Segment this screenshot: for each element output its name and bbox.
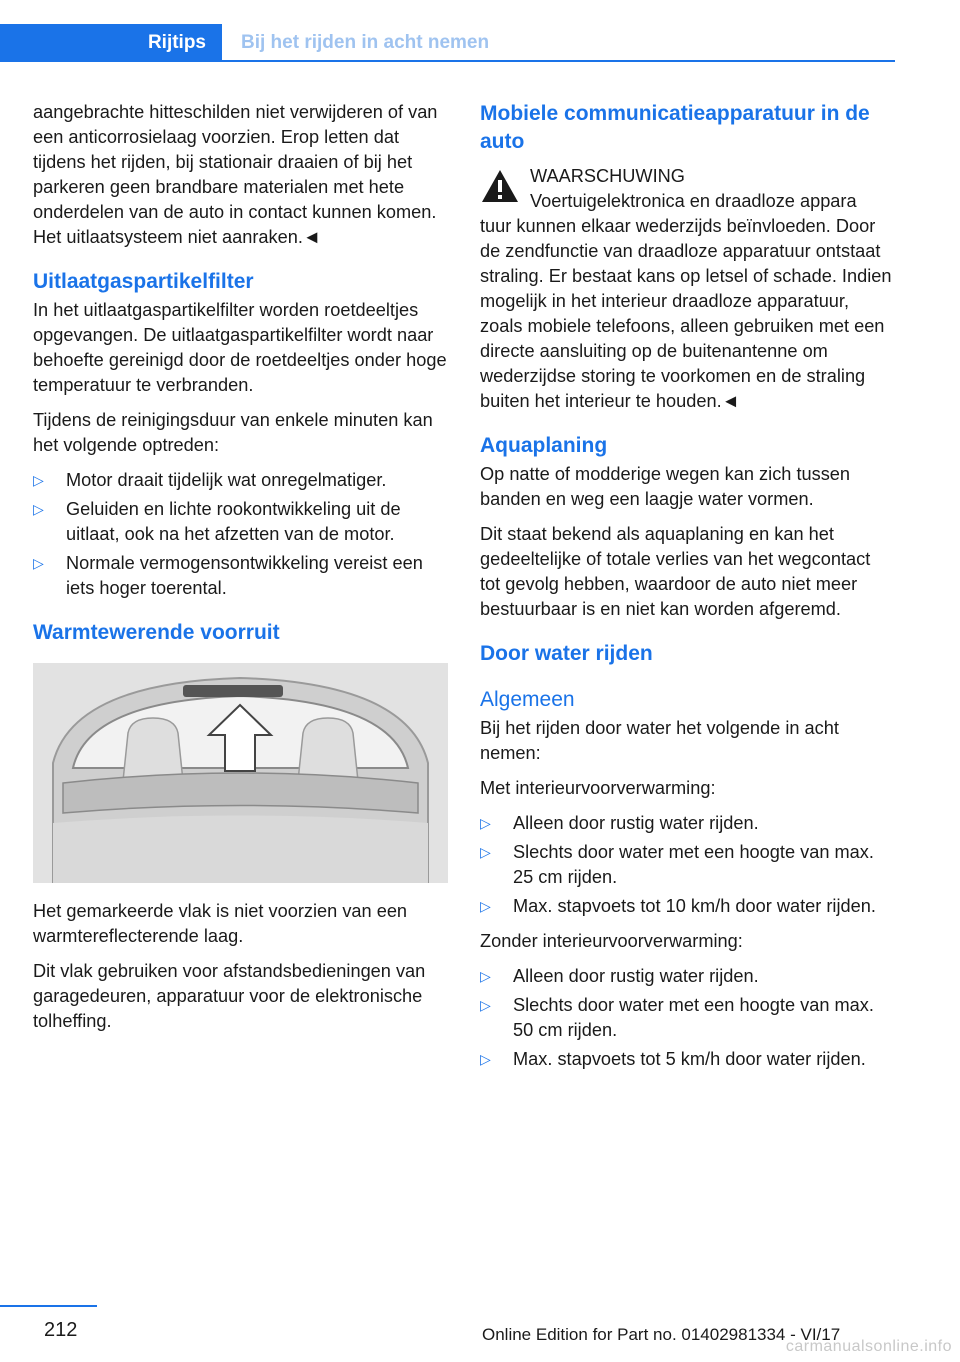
aquaplaning-heading: Aquaplaning (480, 434, 608, 457)
warning-text: Voertuigelektronica en draadloze appara tuur kunnen elkaar wederzijds beïnvloeden. Door de zendfunctie van draadloze apparatuur ontstaat straling. Er bestaat kans op letsel of schade. Indien mogelijk in het interieur draadloze apparatuur, zoals mobiele telefoons, alleen gebruiken met een directe aansluiting op de buitenantenne om wederzijdse storing te voorkomen en de straling buiten het interieur te houden.◄ (480, 191, 892, 411)
triangle-bullet-icon: ▷ (480, 815, 491, 831)
list-item: ▷ Normale vermogensontwikkeling vereist een iets hoger toerental. (33, 553, 423, 598)
list-item: ▷ Alleen door rustig water rijden. (480, 811, 895, 836)
triangle-bullet-icon: ▷ (480, 997, 491, 1013)
header-rule (222, 60, 895, 62)
list-item: ▷ Slechts door water met een hoogte van max. 25 cm rijden. (480, 842, 874, 887)
warning-triangle-icon (480, 168, 520, 204)
water-heading: Door water rijden (480, 642, 653, 665)
aquaplaning-paragraph-2: Dit staat bekend als aquaplaning en kan het gedeeltelijke of totale verlies van het wegcontact tot gevolg hebben, waardoor de auto niet meer bestuurbaar is en niet kan worden afgeremd. (480, 524, 871, 619)
aquaplaning-paragraph-1: Op natte of modderige wegen kan zich tussen banden en weg een laagje water vormen. (480, 464, 851, 509)
with-heating-list (480, 811, 895, 919)
general-paragraph: Bij het rijden door water het volgende in acht nemen: (480, 718, 839, 763)
chapter-tab-label: Rijtips (147, 32, 206, 53)
without-heating-list (480, 964, 895, 1072)
list-item: ▷ Alleen door rustig water rijden. (480, 964, 895, 989)
footer-rule (0, 1305, 97, 1307)
section-title: Bij het rijden in acht nemen (241, 32, 490, 53)
triangle-bullet-icon: ▷ (480, 1051, 491, 1067)
warning-block (480, 164, 895, 189)
general-heading: Algemeen (480, 688, 575, 711)
filter-heading: Uitlaatgaspartikelfilter (33, 270, 254, 293)
list-item: ▷ Max. stapvoets tot 10 km/h door water rijden. (480, 894, 895, 919)
edition-note: Online Edition for Part no. 01402981334 - VI/17 (482, 1325, 841, 1344)
list-item: ▷ Geluiden en lichte rookontwikkeling uit de uitlaat, ook na het afzetten van de motor. (33, 499, 401, 544)
list-item: ▷ Max. stapvoets tot 5 km/h door water rijden. (480, 1047, 895, 1072)
filter-paragraph-1: In het uitlaatgaspartikelfilter worden roetdeeltjes opgevangen. De uitlaatgaspartikelfilter wordt naar behoefte gereinigd door de roetdeeltjes onder hoge temperatuur te verbranden. (33, 300, 447, 395)
left-column (33, 100, 448, 1044)
warning-label: WAARSCHUWING (530, 166, 685, 186)
with-heating-label: Met interieurvoorverwarming: (480, 778, 716, 798)
triangle-bullet-icon: ▷ (33, 472, 44, 488)
page-header (0, 0, 895, 62)
watermark: carmanualsonline.info (785, 1338, 952, 1355)
intro-paragraph: aangebrachte hitteschilden niet verwijderen of van een anticorrosielaag voorzien. Erop letten dat tijdens het rijden, bij stationair draaien of bij het parkeren geen brandbare materialen met hete onderdelen van de auto in contact kunnen komen. Het uitlaatsysteem niet aanraken.◄ (33, 102, 438, 247)
triangle-bullet-icon: ▷ (33, 555, 44, 571)
chapter-tab[interactable] (0, 24, 222, 62)
mobile-heading: Mobiele communicatieapparatuur in de auto (480, 102, 870, 153)
list-item: ▷ Slechts door water met een hoogte van max. 50 cm rijden. (480, 995, 874, 1040)
triangle-bullet-icon: ▷ (480, 968, 491, 984)
windshield-paragraph-2: Dit vlak gebruiken voor afstandsbedieningen van garagedeuren, apparatuur voor de elektronische tolheffing. (33, 961, 426, 1031)
triangle-bullet-icon: ▷ (480, 844, 491, 860)
filter-list (33, 468, 448, 601)
filter-paragraph-2: Tijdens de reinigingsduur van enkele minuten kan het volgende optreden: (33, 410, 433, 455)
windshield-paragraph-1: Het gemarkeerde vlak is niet voorzien van een warmtereflecterende laag. (33, 901, 408, 946)
triangle-bullet-icon: ▷ (33, 501, 44, 517)
triangle-bullet-icon: ▷ (480, 898, 491, 914)
without-heating-label: Zonder interieurvoorverwarming: (480, 931, 743, 951)
page-number: 212 (44, 1319, 78, 1341)
windshield-illustration (33, 663, 448, 883)
windshield-heading: Warmtewerende voorruit (33, 621, 280, 644)
right-column (480, 100, 895, 1082)
list-item: ▷ Motor draait tijdelijk wat onregelmatiger. (33, 468, 448, 493)
